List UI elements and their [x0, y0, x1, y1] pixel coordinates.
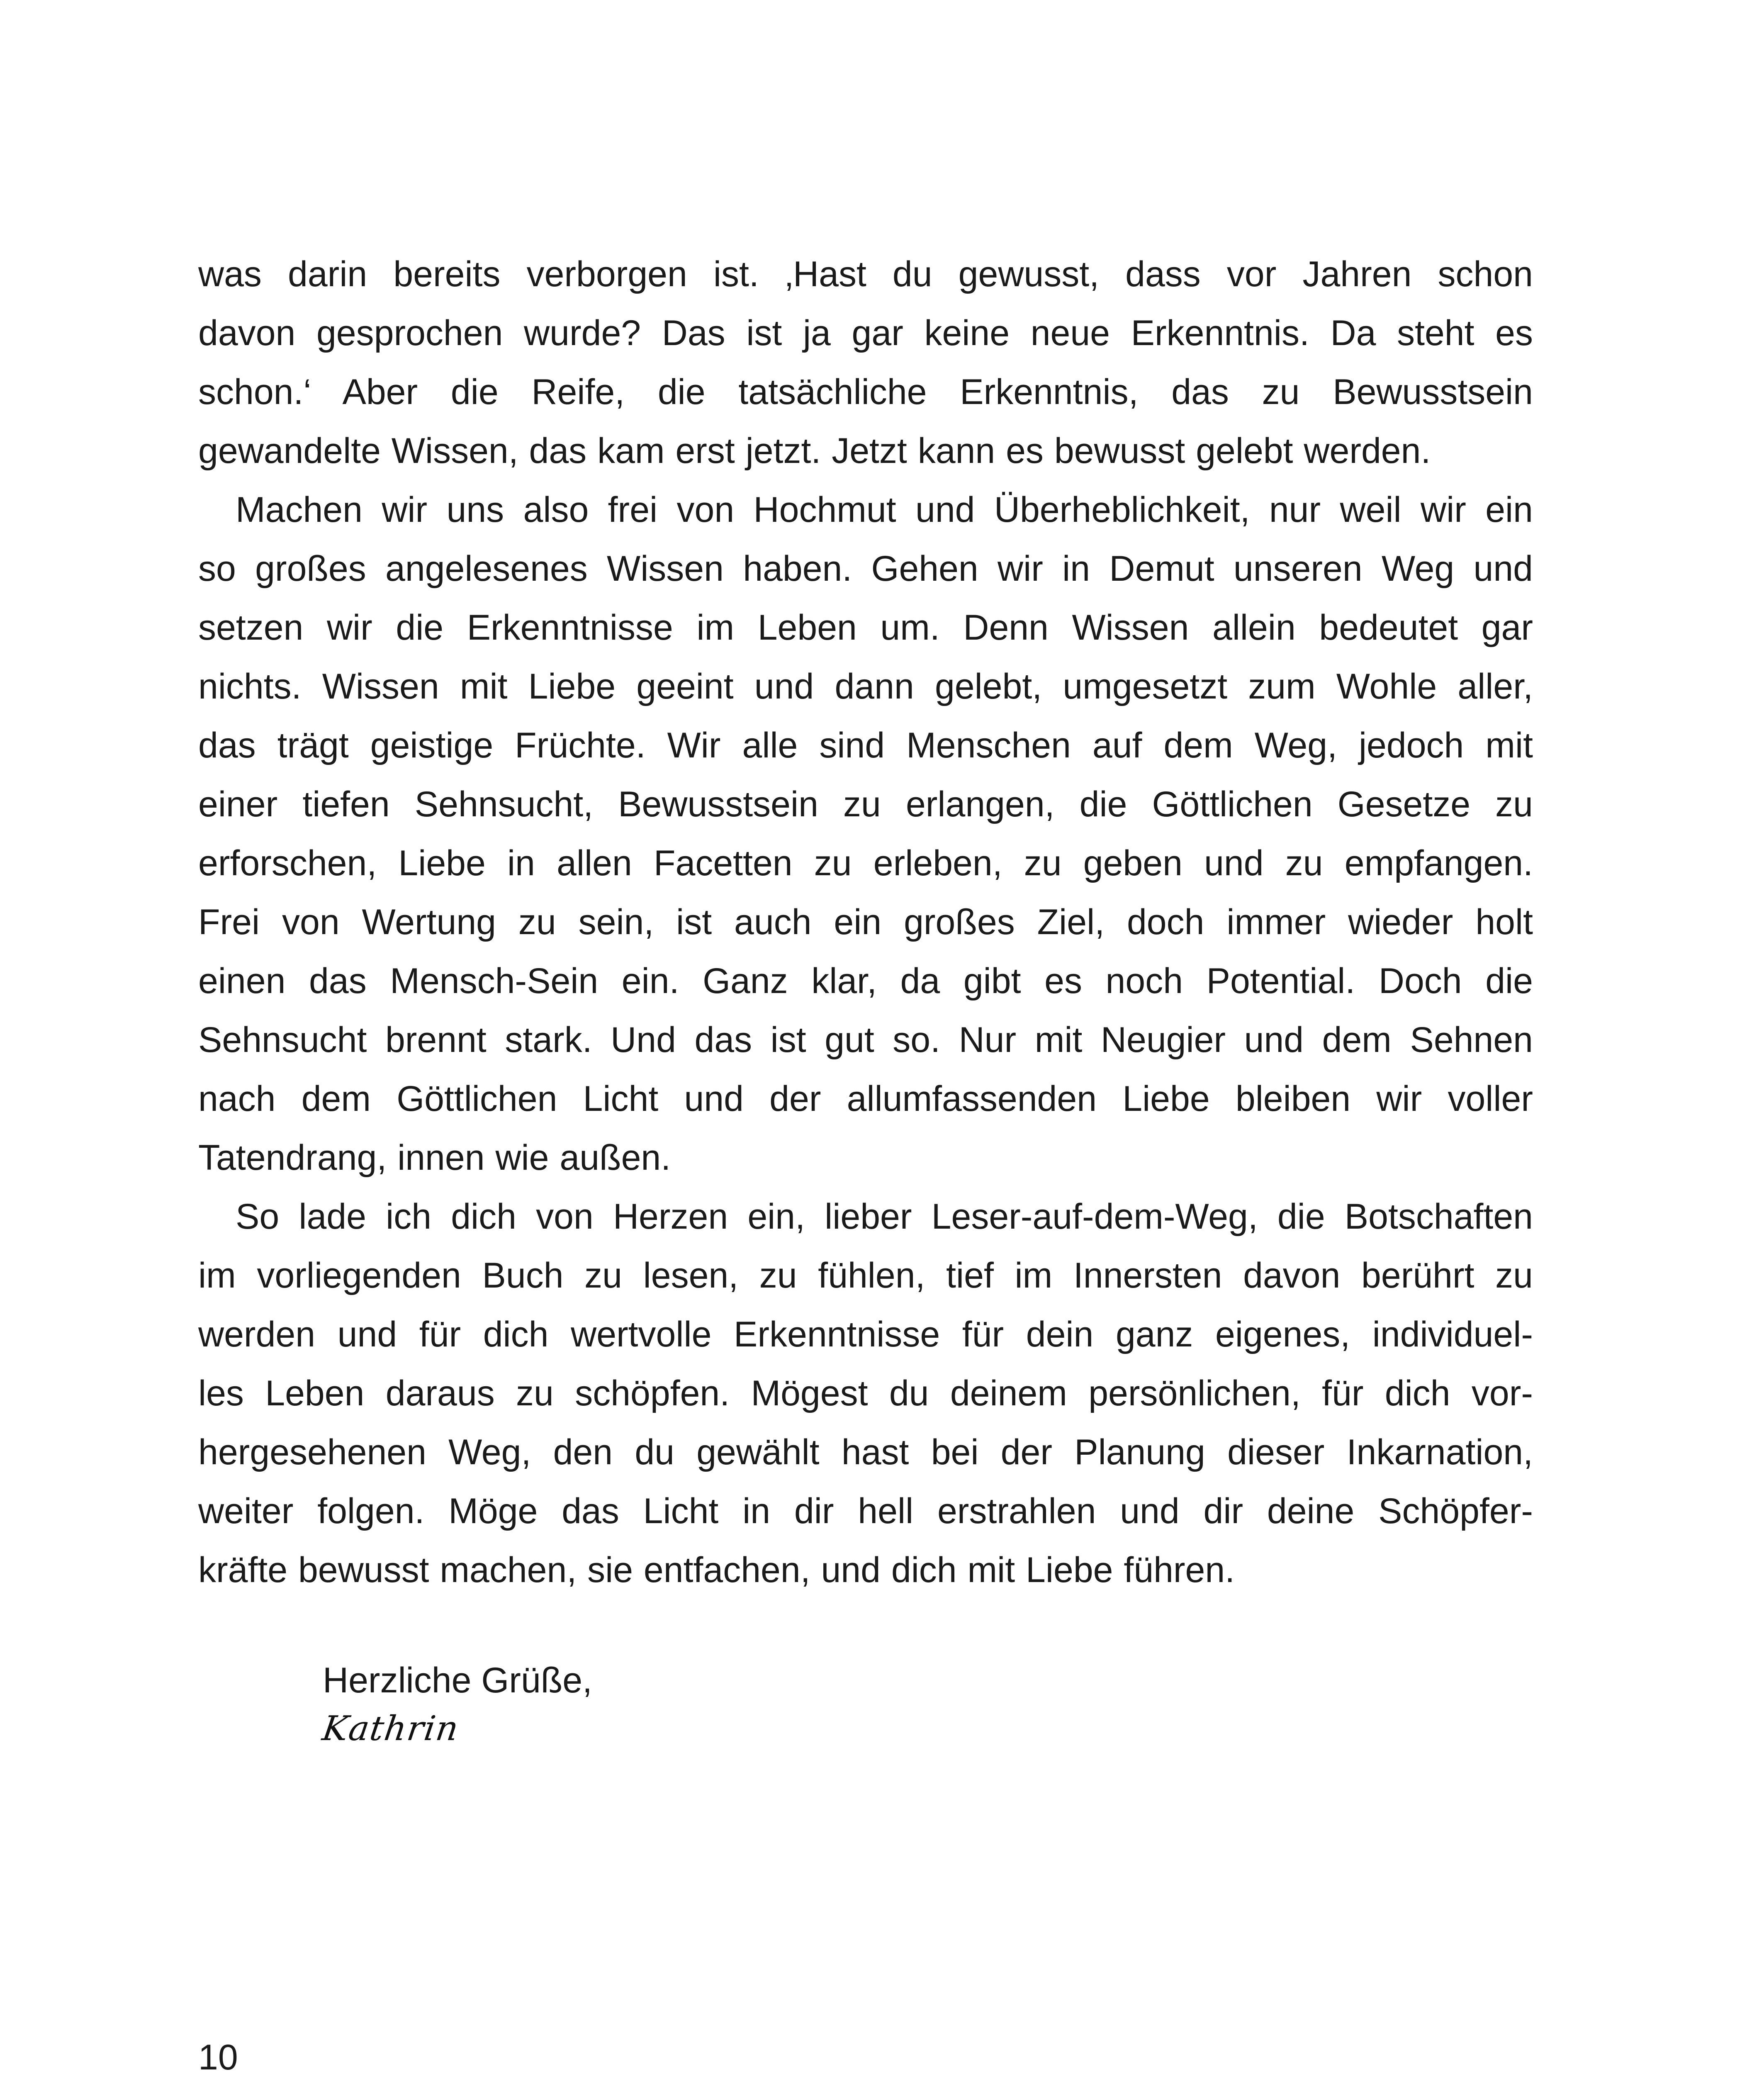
text-line: gewandelte Wissen, das kam erst jetzt. Jetzt kann es bewusst gelebt werden.	[198, 431, 1431, 471]
text-line: einer tiefen Sehnsucht, Bewusstsein zu erlangen, die Göttlichen Gesetze zu	[198, 784, 1533, 824]
text-line: Tatendrang, innen wie außen.	[198, 1138, 671, 1178]
paragraph-3	[198, 1187, 1533, 1599]
text-line: das trägt geistige Früchte. Wir alle sind Menschen auf dem Weg, jedoch mit	[198, 725, 1533, 765]
text-line: schon.‘ Aber die Reife, die tatsächliche Erkenntnis, das zu Bewusstsein	[198, 372, 1533, 412]
text-line: Sehnsucht brennt stark. Und das ist gut so. Nur mit Neugier und dem Sehnen	[198, 1020, 1533, 1060]
text-line: Machen wir uns also frei von Hochmut und Überheblichkeit, nur weil wir ein	[236, 490, 1533, 530]
text-line: kräfte bewusst machen, sie entfachen, und dich mit Liebe führen.	[198, 1550, 1235, 1590]
text-line: im vorliegenden Buch zu lesen, zu fühlen, tief im Innersten davon berührt zu	[198, 1256, 1533, 1295]
text-line: einen das Mensch-Sein ein. Ganz klar, da gibt es noch Potential. Doch die	[198, 961, 1533, 1001]
text-line: weiter folgen. Möge das Licht in dir hell erstrahlen und dir deine Schöpfer-	[198, 1491, 1533, 1531]
text-line: davon gesprochen wurde? Das ist ja gar keine neue Erkenntnis. Da steht es	[198, 313, 1533, 353]
text-line: hergesehenen Weg, den du gewählt hast bei der Planung dieser Inkarnation,	[198, 1432, 1533, 1472]
paragraph-1	[198, 245, 1533, 480]
text-line: nichts. Wissen mit Liebe geeint und dann gelebt, umgesetzt zum Wohle aller,	[198, 667, 1533, 706]
closing-greeting: Herzliche Grüße,	[323, 1660, 592, 1700]
text-line: les Leben daraus zu schöpfen. Mögest du deinem persönlichen, für dich vor-	[198, 1373, 1533, 1413]
text-line: werden und für dich wertvolle Erkenntnisse für dein ganz eigenes, individuel-	[198, 1315, 1533, 1354]
text-line: nach dem Göttlichen Licht und der allumfassenden Liebe bleiben wir voller	[198, 1079, 1533, 1119]
text-line: was darin bereits verborgen ist. ‚Hast du gewusst, dass vor Jahren schon	[198, 254, 1533, 294]
text-line: So lade ich dich von Herzen ein, lieber Leser-auf-dem-Weg, die Botschaften	[236, 1197, 1533, 1237]
author-signature: Kathrin	[320, 1709, 462, 1748]
paragraph-2	[198, 480, 1533, 1187]
page-number: 10	[198, 2037, 238, 2074]
text-line: erforschen, Liebe in allen Facetten zu erleben, zu geben und zu empfangen.	[198, 843, 1533, 883]
body-text	[198, 245, 1533, 1599]
text-line: Frei von Wertung zu sein, ist auch ein großes Ziel, doch immer wieder holt	[198, 902, 1533, 942]
text-line: so großes angelesenes Wissen haben. Gehen wir in Demut unseren Weg und	[198, 549, 1533, 589]
text-line: setzen wir die Erkenntnisse im Leben um. Denn Wissen allein bedeutet gar	[198, 608, 1533, 648]
